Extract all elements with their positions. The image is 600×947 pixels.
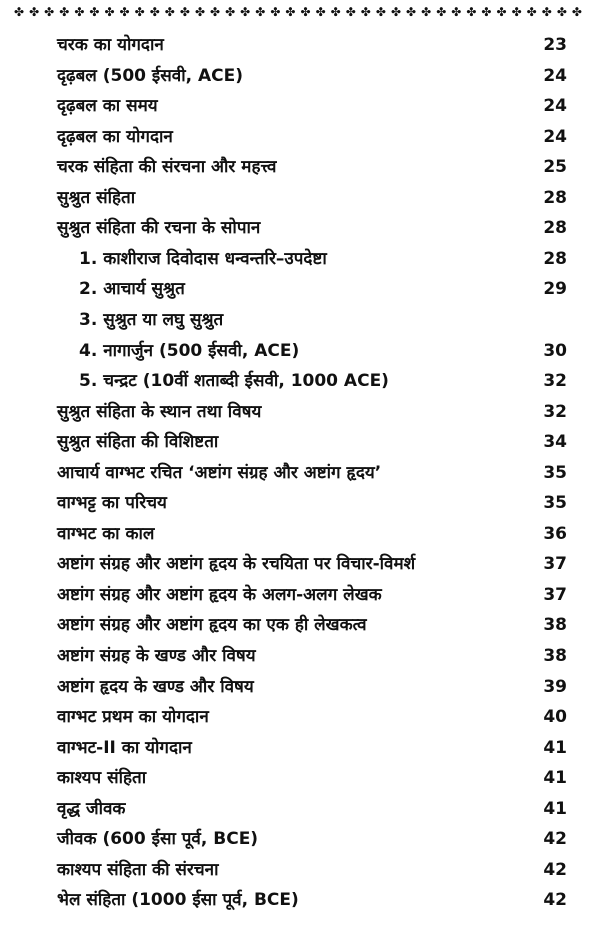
border-ornament-icon: ✤ bbox=[179, 6, 190, 18]
toc-entry-page-number: 37 bbox=[543, 585, 567, 605]
toc-entry[interactable] bbox=[0, 62, 600, 90]
border-ornament-icon: ✤ bbox=[44, 6, 55, 18]
border-ornament-icon: ✤ bbox=[164, 6, 175, 18]
toc-entry[interactable] bbox=[0, 275, 600, 303]
border-ornament-icon: ✤ bbox=[345, 6, 356, 18]
toc-entry-title: अष्टांग संग्रह और अष्टांग हृदय के अलग-अलग लेखक bbox=[57, 585, 382, 605]
toc-entry[interactable] bbox=[0, 214, 600, 242]
toc-entry-title: 5. चन्द्रट (10वीं शताब्दी ईसवी, 1000 ACE) bbox=[79, 371, 389, 391]
border-ornament-icon: ✤ bbox=[406, 6, 417, 18]
border-ornament-icon: ✤ bbox=[134, 6, 145, 18]
border-ornament-icon: ✤ bbox=[270, 6, 281, 18]
toc-entry[interactable] bbox=[0, 856, 600, 884]
border-ornament-icon: ✤ bbox=[451, 6, 462, 18]
toc-entry-page-number: 35 bbox=[543, 463, 567, 483]
toc-entry-title: जीवक (600 ईसा पूर्व, BCE) bbox=[57, 829, 259, 849]
toc-entry[interactable] bbox=[0, 886, 600, 914]
border-ornament-icon: ✤ bbox=[556, 6, 567, 18]
toc-entry-title: वाग्भट्ट का परिचय bbox=[57, 493, 167, 513]
toc-entry-title: 3. सुश्रुत या लघु सुश्रुत bbox=[79, 310, 224, 330]
toc-entry-title: चरक का योगदान bbox=[57, 35, 164, 55]
border-ornament-icon: ✤ bbox=[29, 6, 40, 18]
toc-entry-page-number: 41 bbox=[543, 768, 567, 788]
toc-entry-page-number: 35 bbox=[543, 493, 567, 513]
border-ornament-icon: ✤ bbox=[466, 6, 477, 18]
toc-entry-title: काश्यप संहिता bbox=[57, 768, 147, 788]
toc-entry-title: वाग्भट का काल bbox=[57, 524, 155, 544]
toc-entry[interactable] bbox=[0, 92, 600, 120]
toc-entry-page-number: 28 bbox=[543, 188, 567, 208]
toc-entry-page-number: 41 bbox=[543, 799, 567, 819]
toc-entry-page-number: 42 bbox=[543, 829, 567, 849]
toc-entry-page-number: 39 bbox=[543, 677, 567, 697]
toc-entry-page-number: 28 bbox=[543, 249, 567, 269]
border-ornament-icon: ✤ bbox=[541, 6, 552, 18]
toc-entry-title: सुश्रुत संहिता के स्थान तथा विषय bbox=[57, 402, 262, 422]
toc-entry-page-number: 23 bbox=[543, 35, 567, 55]
border-ornament-icon: ✤ bbox=[74, 6, 85, 18]
border-ornament-icon: ✤ bbox=[255, 6, 266, 18]
toc-entry[interactable] bbox=[0, 734, 600, 762]
toc-entry-title: 1. काशीराज दिवोदास धन्वन्तरि–उपदेष्टा bbox=[79, 249, 327, 269]
toc-entry-title: दृढ़बल (500 ईसवी, ACE) bbox=[57, 66, 244, 86]
border-ornament-icon: ✤ bbox=[104, 6, 115, 18]
toc-entry-title: सुश्रुत संहिता की रचना के सोपान bbox=[57, 218, 261, 238]
border-ornament-icon: ✤ bbox=[315, 6, 326, 18]
toc-entry-title: अष्टांग संग्रह के खण्ड और विषय bbox=[57, 646, 256, 666]
toc-entry-page-number: 40 bbox=[543, 707, 567, 727]
toc-entry[interactable] bbox=[0, 825, 600, 853]
toc-entry-page-number: 38 bbox=[543, 615, 567, 635]
border-ornament-icon: ✤ bbox=[481, 6, 492, 18]
toc-entry-title: दृढ़बल का समय bbox=[57, 96, 158, 116]
border-ornament-icon: ✤ bbox=[285, 6, 296, 18]
border-ornament-icon: ✤ bbox=[119, 6, 130, 18]
toc-entry-title: अष्टांग संग्रह और अष्टांग हृदय के रचयिता पर विचार-विमर्श bbox=[57, 554, 416, 574]
border-ornament-icon: ✤ bbox=[511, 6, 522, 18]
border-ornament-icon: ✤ bbox=[436, 6, 447, 18]
toc-entry-title: आचार्य वाग्भट रचित ‘अष्टांग संग्रह और अष्टांग हृदय’ bbox=[57, 463, 382, 483]
toc-entry-title: सुश्रुत संहिता की विशिष्टता bbox=[57, 432, 219, 452]
border-ornament-icon: ✤ bbox=[240, 6, 251, 18]
toc-entry-page-number: 41 bbox=[543, 738, 567, 758]
border-ornament-icon: ✤ bbox=[330, 6, 341, 18]
border-ornament-icon: ✤ bbox=[421, 6, 432, 18]
toc-entry[interactable] bbox=[0, 398, 600, 426]
toc-entry-title: अष्टांग हृदय के खण्ड और विषय bbox=[57, 677, 254, 697]
toc-entry[interactable] bbox=[0, 367, 600, 395]
toc-entry[interactable] bbox=[0, 245, 600, 273]
toc-entry-title: सुश्रुत संहिता bbox=[57, 188, 136, 208]
toc-entry-title: अष्टांग संग्रह और अष्टांग हृदय का एक ही लेखकत्व bbox=[57, 615, 367, 635]
toc-entry[interactable] bbox=[0, 337, 600, 365]
toc-entry-page-number: 34 bbox=[543, 432, 567, 452]
toc-entry-page-number: 28 bbox=[543, 218, 567, 238]
border-ornament-icon: ✤ bbox=[210, 6, 221, 18]
toc-entry-title: दृढ़बल का योगदान bbox=[57, 127, 173, 147]
toc-entry[interactable] bbox=[0, 520, 600, 548]
border-ornament-icon: ✤ bbox=[59, 6, 70, 18]
border-ornament-icon: ✤ bbox=[571, 6, 582, 18]
border-ornament-icon: ✤ bbox=[149, 6, 160, 18]
toc-entry[interactable] bbox=[0, 581, 600, 609]
toc-entry-title: वृद्ध जीवक bbox=[57, 799, 126, 819]
toc-entry[interactable] bbox=[0, 703, 600, 731]
toc-entry-page-number: 24 bbox=[543, 127, 567, 147]
border-ornament-icon: ✤ bbox=[496, 6, 507, 18]
border-ornament-icon: ✤ bbox=[225, 6, 236, 18]
border-ornament-icon: ✤ bbox=[526, 6, 537, 18]
toc-entry-page-number: 25 bbox=[543, 157, 567, 177]
toc-entry-title: भेल संहिता (1000 ईसा पूर्व, BCE) bbox=[57, 890, 299, 910]
toc-entry[interactable] bbox=[0, 306, 600, 334]
toc-entry-page-number: 30 bbox=[543, 341, 567, 361]
toc-entry[interactable] bbox=[0, 123, 600, 151]
toc-entry-title: 4. नागार्जुन (500 ईसवी, ACE) bbox=[79, 341, 300, 361]
border-ornament-icon: ✤ bbox=[390, 6, 402, 18]
toc-entry[interactable] bbox=[0, 184, 600, 212]
toc-entry-page-number: 32 bbox=[543, 402, 567, 422]
border-ornament-icon: ✤ bbox=[89, 6, 100, 18]
border-ornament-icon: ✤ bbox=[14, 6, 25, 18]
toc-entry-title: वाग्भट प्रथम का योगदान bbox=[57, 707, 209, 727]
toc-entry[interactable] bbox=[0, 489, 600, 517]
toc-entry-title: वाग्भट-II का योगदान bbox=[57, 738, 192, 758]
toc-entry[interactable] bbox=[0, 459, 600, 487]
toc-entry[interactable] bbox=[0, 611, 600, 639]
toc-entry[interactable] bbox=[0, 31, 600, 59]
border-ornament-icon: ✤ bbox=[194, 6, 205, 18]
toc-entry[interactable] bbox=[0, 795, 600, 823]
border-ornament-icon: ✤ bbox=[375, 6, 386, 18]
toc-entry[interactable] bbox=[0, 764, 600, 792]
toc-entry[interactable] bbox=[0, 673, 600, 701]
border-ornament-icon: ✤ bbox=[360, 6, 371, 18]
toc-entry-page-number: 32 bbox=[543, 371, 567, 391]
toc-entry-page-number: 24 bbox=[543, 66, 567, 86]
toc-entry-page-number: 42 bbox=[543, 890, 567, 910]
toc-entry[interactable] bbox=[0, 642, 600, 670]
toc-entry-page-number: 24 bbox=[543, 96, 567, 116]
toc-entry-title: चरक संहिता की संरचना और महत्त्व bbox=[57, 157, 277, 177]
border-ornament-icon: ✤ bbox=[300, 6, 311, 18]
toc-entry[interactable] bbox=[0, 428, 600, 456]
toc-entry-page-number: 37 bbox=[543, 554, 567, 574]
toc-entry-page-number: 38 bbox=[543, 646, 567, 666]
decorative-border bbox=[14, 6, 582, 18]
toc-entry-title: काश्यप संहिता की संरचना bbox=[57, 860, 219, 880]
toc-entry-page-number: 36 bbox=[543, 524, 567, 544]
toc-entry[interactable] bbox=[0, 550, 600, 578]
toc-entry-page-number: 29 bbox=[543, 279, 567, 299]
toc-entry[interactable] bbox=[0, 153, 600, 181]
toc-entry-title: 2. आचार्य सुश्रुत bbox=[79, 279, 185, 299]
toc-entry-page-number: 42 bbox=[543, 860, 567, 880]
